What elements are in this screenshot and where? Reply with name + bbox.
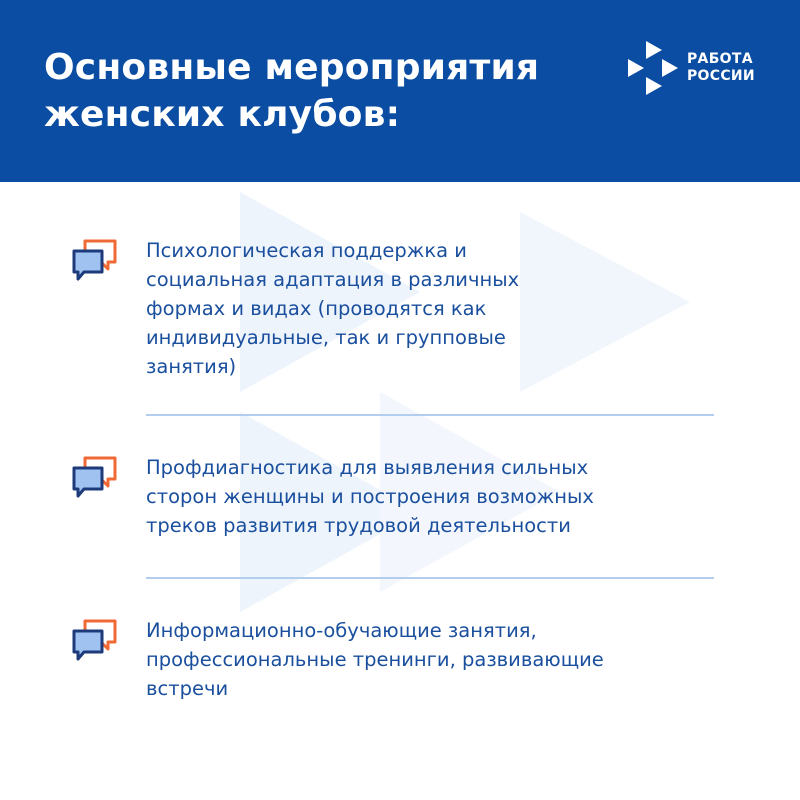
logo-text-line-2: РОССИИ [687, 68, 755, 84]
item-text-line: занятия) [146, 355, 237, 378]
item-text-line: социальная адаптация в различных [146, 268, 520, 291]
item-text-line: встречи [146, 677, 229, 700]
divider [146, 577, 714, 579]
item-text-line: Информационно-обучающие занятия, [146, 619, 537, 642]
page-title-line-1: Основные мероприятия [44, 47, 540, 88]
chat-bubbles-icon [70, 618, 120, 664]
item-text-line: Профдиагностика для выявления сильных [146, 456, 589, 479]
rabota-rossii-logo-icon [626, 41, 682, 95]
item-text-line: сторон женщины и построения возможных [146, 485, 594, 508]
rabota-rossii-logo [626, 41, 776, 95]
item-text-line: профессиональные тренинги, развивающие [146, 648, 604, 671]
item-text-line: индивидуальные, так и групповые [146, 326, 506, 349]
chat-bubbles-icon [70, 238, 120, 284]
header-banner [0, 0, 800, 182]
divider [146, 414, 714, 416]
logo-text [687, 51, 755, 85]
page-title-line-2: женских клубов: [44, 94, 401, 135]
item-text-line: треков развития трудовой деятельности [146, 514, 571, 537]
item-text-line: формах и видах (проводятся как [146, 297, 487, 320]
logo-text-line-1: РАБОТА [687, 51, 753, 67]
item-text [146, 236, 736, 381]
chat-bubbles-icon [70, 455, 120, 501]
page-title [44, 44, 604, 138]
item-text [146, 453, 736, 540]
item-text-line: Психологическая поддержка и [146, 239, 467, 262]
item-text [146, 616, 736, 703]
